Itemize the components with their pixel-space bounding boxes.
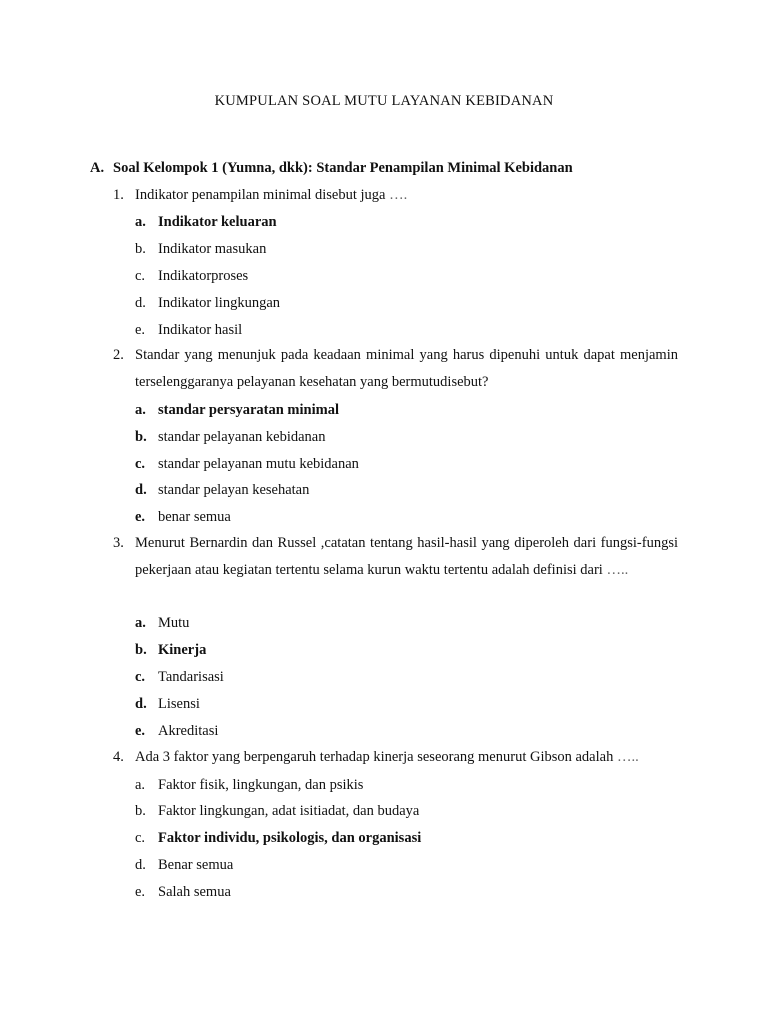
option-letter: c. (135, 456, 146, 472)
option-text: Faktor lingkungan, adat isitiadat, dan budaya (158, 803, 420, 819)
option-text: Indikator masukan (158, 241, 267, 257)
q2-option-d (135, 480, 675, 500)
option-text: standar pelayanan kebidanan (158, 429, 326, 445)
question-number: 2. (113, 347, 124, 363)
question-4 (113, 744, 678, 771)
q3-option-e (135, 721, 675, 741)
option-letter: d. (135, 696, 147, 712)
option-letter: e. (135, 509, 146, 525)
q1-option-a (135, 212, 675, 232)
option-text: benar semua (158, 509, 231, 525)
q3-option-d (135, 694, 675, 714)
option-letter: a. (135, 214, 146, 230)
option-text: Lisensi (158, 696, 200, 712)
option-letter: c. (135, 830, 146, 846)
option-text: Indikator lingkungan (158, 295, 281, 311)
question-1 (113, 182, 678, 209)
question-dots: ….. (606, 562, 629, 578)
option-text: Akreditasi (158, 723, 219, 739)
section-heading-text: Soal Kelompok 1 (Yumna, dkk): Standar Penampilan Minimal Kebidanan (113, 160, 573, 176)
option-text: Tandarisasi (158, 669, 224, 685)
q2-option-e (135, 507, 675, 527)
option-letter: b. (135, 803, 146, 819)
q4-option-d (135, 855, 675, 875)
q3-option-a (135, 613, 675, 633)
option-text: Indikator keluaran (158, 214, 277, 230)
question-text: Indikator penampilan minimal disebut juga (135, 187, 386, 203)
q4-option-e (135, 882, 675, 902)
q2-option-c (135, 454, 675, 474)
q4-option-b (135, 801, 675, 821)
q1-option-b (135, 239, 675, 259)
document-title: KUMPULAN SOAL MUTU LAYANAN KEBIDANAN (214, 93, 554, 109)
option-text: standar persyaratan minimal (158, 402, 339, 418)
option-letter: a. (135, 615, 146, 631)
q1-option-e (135, 320, 675, 340)
question-number: 3. (113, 535, 124, 551)
q3-option-b (135, 640, 675, 660)
question-dots: …. (389, 187, 408, 203)
option-letter: b. (135, 241, 146, 257)
option-letter: b. (135, 642, 147, 658)
option-letter: d. (135, 295, 146, 311)
question-3 (113, 530, 678, 584)
question-text: Menurut Bernardin dan Russel ,catatan tentang hasil-hasil yang diperoleh dari fungsi-fungsi pekerjaan atau kegiatan tertentu selama kurun waktu tertentu adalah definisi dari (135, 535, 678, 578)
option-letter: e. (135, 322, 146, 338)
option-letter: b. (135, 429, 147, 445)
option-letter: d. (135, 857, 146, 873)
question-dots: ….. (616, 749, 639, 765)
q4-option-c (135, 828, 675, 848)
question-text: Standar yang menunjuk pada keadaan minimal yang harus dipenuhi untuk dapat menjamin terselenggaranya pelayanan kesehatan yang bermutudisebut? (135, 347, 678, 390)
option-text: Salah semua (158, 884, 231, 900)
q2-option-b (135, 427, 675, 447)
option-text: Kinerja (158, 642, 207, 658)
question-number: 4. (113, 749, 124, 765)
option-text: standar pelayanan mutu kebidanan (158, 456, 359, 472)
option-letter: a. (135, 402, 146, 418)
q1-option-d (135, 293, 675, 313)
option-letter: a. (135, 777, 146, 793)
option-text: Benar semua (158, 857, 234, 873)
question-number: 1. (113, 187, 124, 203)
q3-option-c (135, 667, 675, 687)
question-2 (113, 342, 678, 396)
option-letter: c. (135, 268, 146, 284)
option-letter: d. (135, 482, 147, 498)
section-heading (90, 160, 710, 177)
section-letter: A. (90, 160, 105, 176)
option-letter: e. (135, 884, 146, 900)
option-text: Indikator hasil (158, 322, 243, 338)
q2-option-a (135, 400, 675, 420)
option-text: Faktor individu, psikologis, dan organisasi (158, 830, 422, 846)
q1-option-c (135, 266, 675, 286)
option-text: Mutu (158, 615, 190, 631)
option-text: Faktor fisik, lingkungan, dan psikis (158, 777, 364, 793)
question-text: Ada 3 faktor yang berpengaruh terhadap kinerja seseorang menurut Gibson adalah (135, 749, 614, 765)
q4-option-a (135, 775, 675, 795)
option-text: Indikatorproses (158, 268, 249, 284)
option-text: standar pelayan kesehatan (158, 482, 310, 498)
option-letter: c. (135, 669, 146, 685)
option-letter: e. (135, 723, 146, 739)
